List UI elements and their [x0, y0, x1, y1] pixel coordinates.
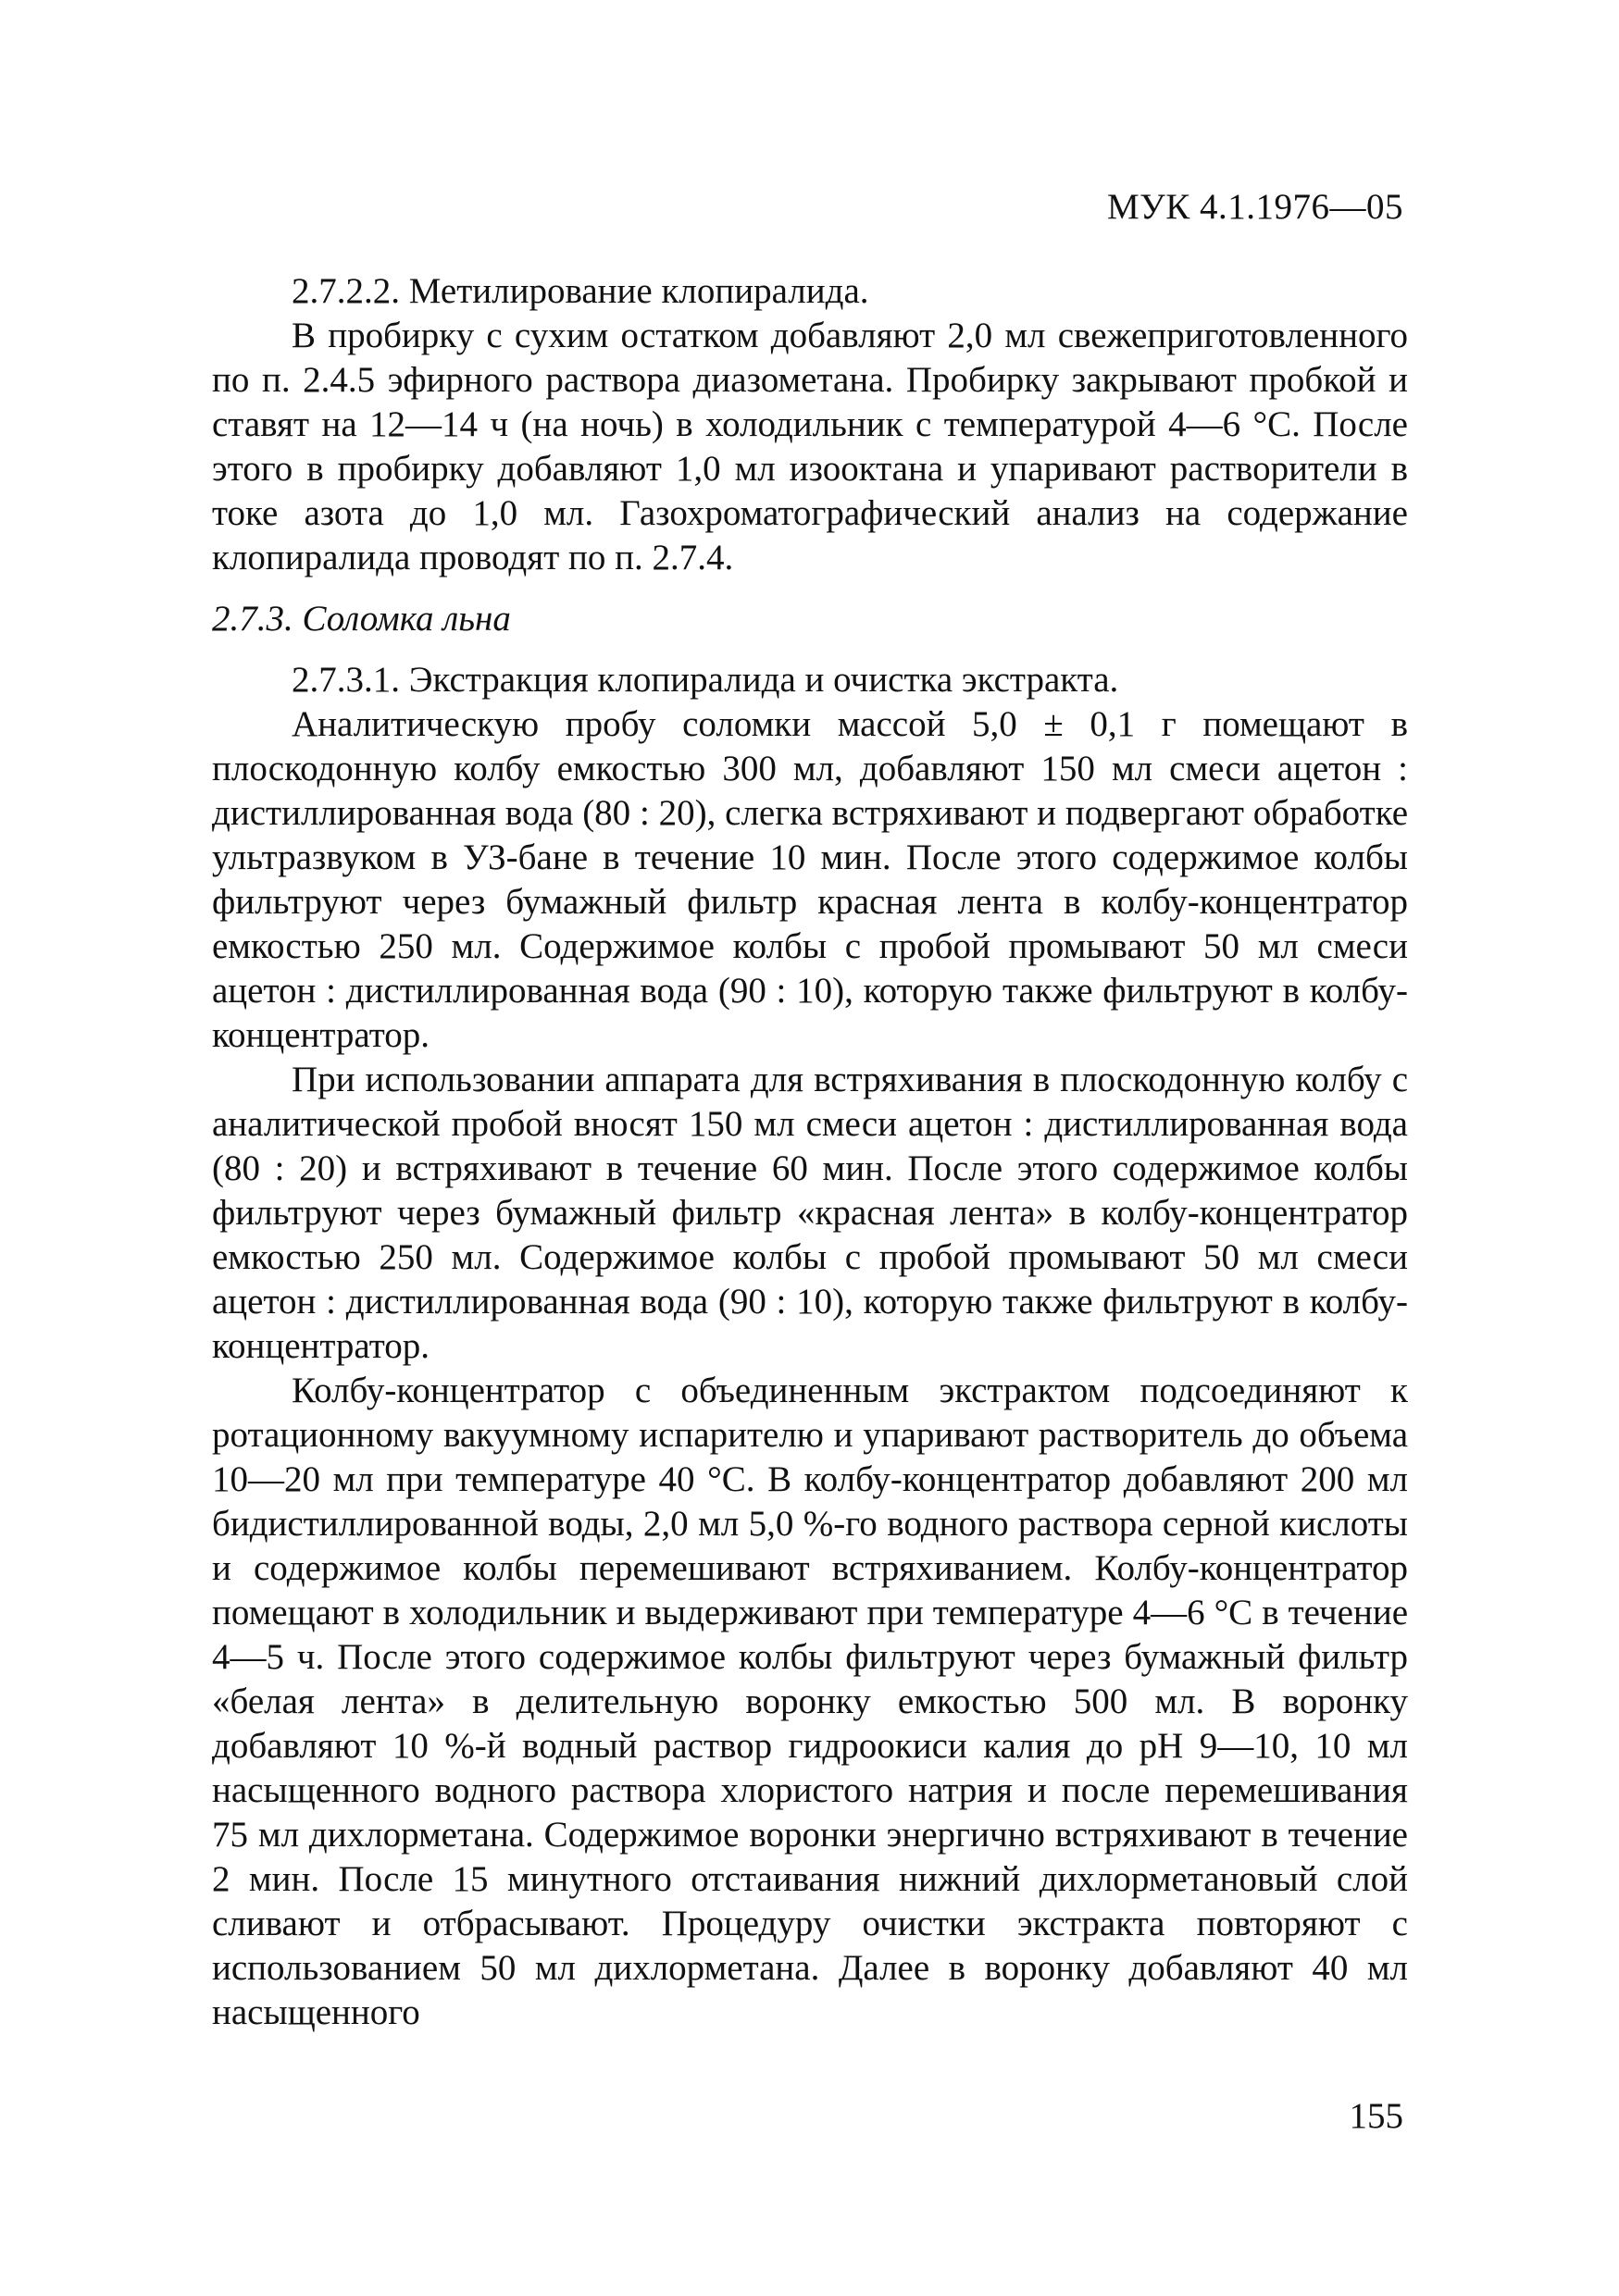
section-2-7-2-2-title: 2.7.2.2. Метилирование клопиралида.: [292, 271, 869, 311]
section-2-7-3-heading: 2.7.3. Соломка льна: [212, 599, 511, 639]
paragraph-methylation: В пробирку с сухим остатком добавляют 2,0 мл свежеприготовленного по п. 2.4.5 эфирного раствора диазометана. Пробирку закрывают пробкой и ставят на 12—14 ч (на ночь) в холодильник с температурой 4—6 °С. После этого в пробирку добавляют 1,0 мл изооктана и упаривают растворители в токе азота до 1,0 мл. Газохроматографический анализ на содержание клопиралида проводят по п. 2.7.4.: [212, 316, 1408, 577]
document-code-header: МУК 4.1.1976—05: [1106, 187, 1403, 227]
paragraph-extraction-shaker: При использовании аппарата для встряхивания в плоскодонную колбу с аналитической пробой вносят 150 мл смеси ацетон : дистиллированная вода (80 : 20) и встряхивают в течение 60 мин. После этого содержимое колбы фильтруют через бумажный фильтр «красная лента» в колбу-концентратор емкостью 250 мл. Содержимое колбы с пробой промывают 50 мл смеси ацетон : дистиллированная вода (90 : 10), которую также фильтруют в колбу-концентратор.: [212, 1060, 1408, 1366]
document-body: [212, 269, 1408, 2035]
paragraph-concentration-cleanup: Колбу-концентратор с объединенным экстрактом подсоединяют к ротационному вакуумному испарителю и упаривают растворитель до объема 10—20 мл при температуре 40 °С. В колбу-концентратор добавляют 200 мл бидистиллированной воды, 2,0 мл 5,0 %-го водного раствора серной кислоты и содержимое колбы перемешивают встряхиванием. Колбу-концентратор помещают в холодильник и выдерживают при температуре 4—6 °С в течение 4—5 ч. После этого содержимое колбы фильтруют через бумажный фильтр «белая лента» в делительную воронку емкостью 500 мл. В воронку добавляют 10 %-й водный раствор гидроокиси калия до рН 9—10, 10 мл насыщенного водного раствора хлористого натрия и после перемешивания 75 мл дихлорметана. Содержимое воронки энергично встряхивают в течение 2 мин. После 15 минутного отстаивания нижний дихлорметановый слой сливают и отбрасывают. Процедуру очистки экстракта повторяют с использованием 50 мл дихлорметана. Далее в воронку добавляют 40 мл насыщенного: [212, 1371, 1408, 2032]
section-2-7-3-1-title: 2.7.3.1. Экстракция клопиралида и очистка экстракта.: [292, 660, 1119, 700]
paragraph-extraction-ultrasound: Аналитическую пробу соломки массой 5,0 ± 0,1 г помещают в плоскодонную колбу емкостью 300 мл, добавляют 150 мл смеси ацетон : дистиллированная вода (80 : 20), слегка встряхивают и подвергают обработке ультразвуком в УЗ-бане в течение 10 мин. После этого содержимое колбы фильтруют через бумажный фильтр красная лента в колбу-концентратор емкостью 250 мл. Содержимое колбы с пробой промывают 50 мл смеси ацетон : дистиллированная вода (90 : 10), которую также фильтруют в колбу-концентратор.: [212, 704, 1408, 1055]
page-number: 155: [1349, 2096, 1403, 2136]
